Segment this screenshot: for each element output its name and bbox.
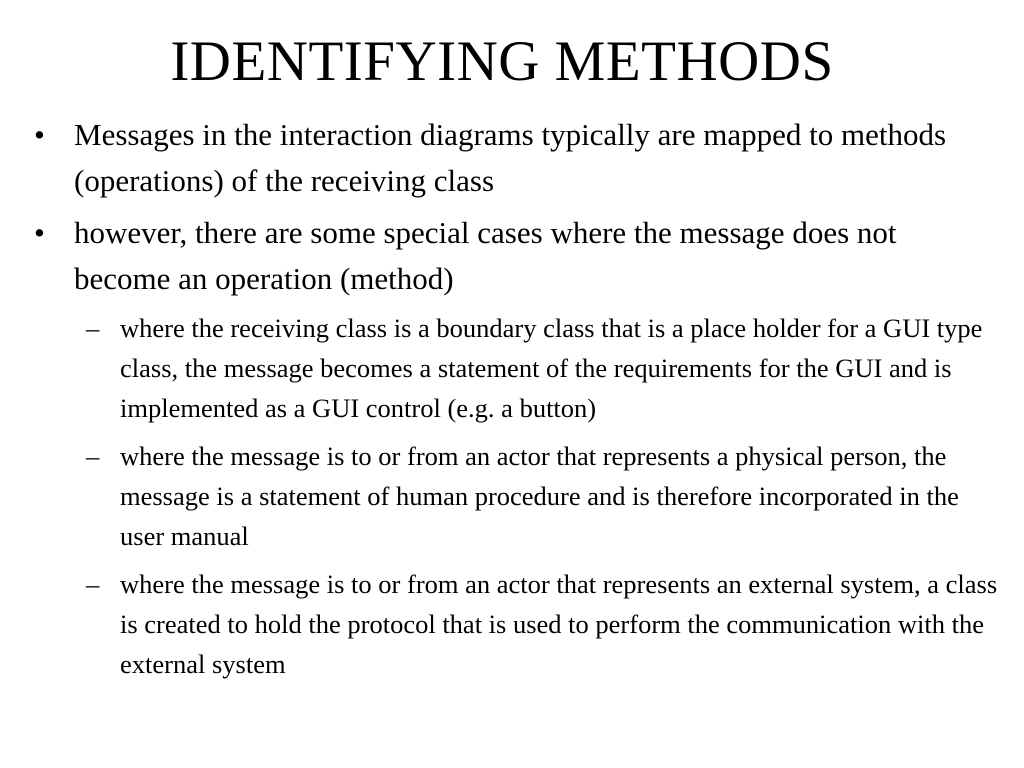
bullet-item (30, 112, 1000, 204)
slide-title: IDENTIFYING METHODS (170, 30, 834, 93)
sub-bullet-text: where the message is to or from an actor that represents an external system, a class is created to hold the protocol that is used to perform the communication with the external system (120, 569, 998, 679)
sub-bullet-item (30, 436, 1000, 556)
sub-bullet-item (30, 564, 1000, 684)
bullet-marker: • (34, 215, 45, 250)
bullet-marker: • (34, 117, 45, 152)
bullet-text: however, there are some special cases where the message does not become an operation (method) (74, 215, 897, 296)
slide-body (30, 112, 1000, 692)
sub-bullet-item (30, 308, 1000, 428)
sub-bullet-marker: – (86, 569, 100, 599)
sub-bullet-marker: – (86, 313, 100, 343)
bullet-item (30, 210, 1000, 302)
sub-bullet-text: where the receiving class is a boundary class that is a place holder for a GUI type class, the message becomes a statement of the requirements for the GUI and is implemented as a GUI control (e.g. a button) (120, 313, 983, 423)
sub-bullet-marker: – (86, 441, 100, 471)
bullet-text: Messages in the interaction diagrams typically are mapped to methods (operations) of the receiving class (74, 117, 947, 198)
sub-bullet-text: where the message is to or from an actor that represents a physical person, the message is a statement of human procedure and is therefore incorporated in the user manual (120, 441, 959, 551)
